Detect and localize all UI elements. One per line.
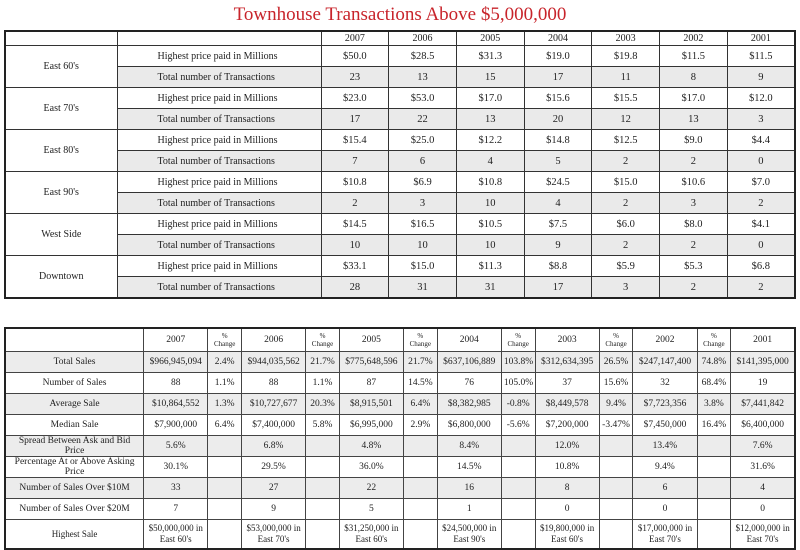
summary-pct-change: 68.4% — [697, 373, 731, 394]
summary-value: 33 — [144, 478, 208, 499]
year-header-row — [5, 31, 795, 46]
price-label: Highest price paid in Millions — [117, 46, 321, 67]
transactions-cell: 10 — [389, 235, 457, 256]
summary-value: 7 — [144, 499, 208, 520]
summary-pct-change — [501, 499, 535, 520]
transactions-cell: 2 — [592, 193, 660, 214]
region-name: East 70's — [5, 88, 117, 130]
summary-pct-change: 15.6% — [599, 373, 633, 394]
summary-pct-change: 2.9% — [404, 415, 438, 436]
region-name: East 60's — [5, 46, 117, 88]
summary-value: 27 — [241, 478, 305, 499]
year-header: 2003 — [592, 31, 660, 46]
price-cell: $15.0 — [389, 256, 457, 277]
transactions-cell: 7 — [321, 151, 389, 172]
pct-change-header: % Change — [501, 328, 535, 352]
summary-value: $7,400,000 — [241, 415, 305, 436]
year-header: 2002 — [660, 31, 728, 46]
summary-pct-change: 1.1% — [208, 373, 242, 394]
summary-value: $31,250,000 in East 60's — [339, 520, 403, 550]
transactions-cell: 28 — [321, 277, 389, 299]
summary-pct-change: 2.4% — [208, 352, 242, 373]
price-cell: $15.6 — [524, 88, 592, 109]
summary-row — [5, 394, 795, 415]
transactions-cell: 31 — [456, 277, 524, 299]
summary-value: 88 — [241, 373, 305, 394]
price-cell: $6.9 — [389, 172, 457, 193]
header-blank — [5, 31, 117, 46]
summary-pct-change: 26.5% — [599, 352, 633, 373]
price-cell: $25.0 — [389, 130, 457, 151]
price-cell: $17.0 — [660, 88, 728, 109]
summary-pct-change — [599, 499, 633, 520]
summary-value: $141,395,000 — [731, 352, 795, 373]
price-cell: $7.5 — [524, 214, 592, 235]
price-cell: $24.5 — [524, 172, 592, 193]
price-cell: $11.5 — [660, 46, 728, 67]
header-blank — [5, 328, 144, 352]
price-cell: $5.9 — [592, 256, 660, 277]
year-header: 2005 — [339, 328, 403, 352]
summary-value: 9.4% — [633, 457, 697, 478]
summary-value: $637,106,889 — [437, 352, 501, 373]
transactions-cell: 17 — [321, 109, 389, 130]
transactions-cell: 2 — [727, 193, 795, 214]
summary-pct-change: 6.4% — [404, 394, 438, 415]
transactions-label: Total number of Transactions — [117, 193, 321, 214]
price-cell: $11.5 — [727, 46, 795, 67]
summary-value: 9 — [241, 499, 305, 520]
summary-value: 1 — [437, 499, 501, 520]
year-header: 2004 — [437, 328, 501, 352]
summary-pct-change: 103.8% — [501, 352, 535, 373]
transactions-cell: 0 — [727, 235, 795, 256]
summary-value: 0 — [535, 499, 599, 520]
summary-row-label: Number of Sales — [5, 373, 144, 394]
region-transactions-row — [5, 67, 795, 88]
summary-value: 30.1% — [144, 457, 208, 478]
summary-value: 88 — [144, 373, 208, 394]
year-header: 2001 — [731, 328, 795, 352]
summary-pct-change — [306, 457, 340, 478]
summary-pct-change — [208, 520, 242, 550]
summary-pct-change: 105.0% — [501, 373, 535, 394]
summary-value: $19,800,000 in East 60's — [535, 520, 599, 550]
transactions-cell: 10 — [456, 235, 524, 256]
region-name: West Side — [5, 214, 117, 256]
summary-value: $12,000,000 in East 70's — [731, 520, 795, 550]
summary-value: 8 — [535, 478, 599, 499]
summary-value: $966,945,094 — [144, 352, 208, 373]
transactions-label: Total number of Transactions — [117, 151, 321, 172]
region-transactions-row — [5, 235, 795, 256]
transactions-cell: 3 — [389, 193, 457, 214]
transactions-cell: 6 — [389, 151, 457, 172]
summary-value: $50,000,000 in East 60's — [144, 520, 208, 550]
pct-change-header: % Change — [208, 328, 242, 352]
price-cell: $10.8 — [456, 172, 524, 193]
region-name: East 80's — [5, 130, 117, 172]
transactions-cell: 20 — [524, 109, 592, 130]
price-cell: $23.0 — [321, 88, 389, 109]
price-label: Highest price paid in Millions — [117, 214, 321, 235]
summary-pct-change — [208, 436, 242, 457]
summary-value: 37 — [535, 373, 599, 394]
summary-pct-change — [501, 478, 535, 499]
pct-change-header: % Change — [599, 328, 633, 352]
transactions-label: Total number of Transactions — [117, 235, 321, 256]
summary-row — [5, 415, 795, 436]
transactions-cell: 23 — [321, 67, 389, 88]
price-cell: $4.4 — [727, 130, 795, 151]
summary-value: $7,441,842 — [731, 394, 795, 415]
summary-pct-change: 21.7% — [404, 352, 438, 373]
summary-pct-change — [404, 478, 438, 499]
townhouse-summary-table — [4, 327, 796, 550]
header-blank — [117, 31, 321, 46]
transactions-cell: 9 — [727, 67, 795, 88]
price-cell: $5.3 — [660, 256, 728, 277]
summary-pct-change: 6.4% — [208, 415, 242, 436]
summary-value: 0 — [731, 499, 795, 520]
summary-value: 10.8% — [535, 457, 599, 478]
summary-value: 5.6% — [144, 436, 208, 457]
price-cell: $11.3 — [456, 256, 524, 277]
summary-value: 12.0% — [535, 436, 599, 457]
summary-value: $7,200,000 — [535, 415, 599, 436]
summary-value: $7,450,000 — [633, 415, 697, 436]
year-header: 2007 — [321, 31, 389, 46]
price-cell: $16.5 — [389, 214, 457, 235]
summary-pct-change: -3.47% — [599, 415, 633, 436]
summary-header-row — [5, 328, 795, 352]
transactions-label: Total number of Transactions — [117, 67, 321, 88]
summary-pct-change — [208, 457, 242, 478]
transactions-cell: 5 — [524, 151, 592, 172]
summary-pct-change: 21.7% — [306, 352, 340, 373]
summary-value: $312,634,395 — [535, 352, 599, 373]
price-cell: $14.8 — [524, 130, 592, 151]
price-cell: $6.0 — [592, 214, 660, 235]
price-label: Highest price paid in Millions — [117, 88, 321, 109]
summary-value: 0 — [633, 499, 697, 520]
summary-pct-change: 20.3% — [306, 394, 340, 415]
summary-value: $53,000,000 in East 70's — [241, 520, 305, 550]
transactions-cell: 2 — [727, 277, 795, 299]
transactions-cell: 10 — [456, 193, 524, 214]
transactions-cell: 13 — [456, 109, 524, 130]
transactions-cell: 3 — [727, 109, 795, 130]
year-header: 2004 — [524, 31, 592, 46]
summary-row — [5, 520, 795, 550]
price-cell: $50.0 — [321, 46, 389, 67]
summary-value: $7,900,000 — [144, 415, 208, 436]
summary-value: 16 — [437, 478, 501, 499]
page-title: Townhouse Transactions Above $5,000,000 — [233, 4, 567, 25]
summary-pct-change: -0.8% — [501, 394, 535, 415]
price-cell: $12.5 — [592, 130, 660, 151]
summary-value: $8,382,985 — [437, 394, 501, 415]
region-transactions-row — [5, 193, 795, 214]
transactions-cell: 2 — [660, 277, 728, 299]
region-name: East 90's — [5, 172, 117, 214]
year-header: 2007 — [144, 328, 208, 352]
transactions-cell: 8 — [660, 67, 728, 88]
summary-value: $944,035,562 — [241, 352, 305, 373]
summary-pct-change — [306, 499, 340, 520]
price-cell: $15.5 — [592, 88, 660, 109]
summary-value: 14.5% — [437, 457, 501, 478]
summary-pct-change — [501, 520, 535, 550]
summary-pct-change — [599, 478, 633, 499]
summary-value: $24,500,000 in East 90's — [437, 520, 501, 550]
transactions-cell: 2 — [592, 151, 660, 172]
summary-row — [5, 373, 795, 394]
price-cell: $4.1 — [727, 214, 795, 235]
transactions-cell: 15 — [456, 67, 524, 88]
summary-pct-change — [697, 457, 731, 478]
transactions-label: Total number of Transactions — [117, 109, 321, 130]
transactions-cell: 17 — [524, 277, 592, 299]
year-header: 2001 — [727, 31, 795, 46]
summary-pct-change: 3.8% — [697, 394, 731, 415]
summary-value: 4.8% — [339, 436, 403, 457]
price-cell: $10.6 — [660, 172, 728, 193]
transactions-cell: 2 — [321, 193, 389, 214]
summary-row-label: Highest Sale — [5, 520, 144, 550]
price-cell: $28.5 — [389, 46, 457, 67]
price-cell: $9.0 — [660, 130, 728, 151]
summary-value: 6 — [633, 478, 697, 499]
price-cell: $8.8 — [524, 256, 592, 277]
price-label: Highest price paid in Millions — [117, 172, 321, 193]
price-cell: $12.2 — [456, 130, 524, 151]
summary-row-label: Average Sale — [5, 394, 144, 415]
summary-pct-change — [697, 478, 731, 499]
summary-row-label: Spread Between Ask and Bid Price — [5, 436, 144, 457]
summary-value: 76 — [437, 373, 501, 394]
summary-pct-change: 16.4% — [697, 415, 731, 436]
townhouse-region-table — [4, 30, 796, 299]
summary-value: $247,147,400 — [633, 352, 697, 373]
summary-value: $17,000,000 in East 70's — [633, 520, 697, 550]
price-cell: $6.8 — [727, 256, 795, 277]
region-name: Downtown — [5, 256, 117, 299]
transactions-cell: 3 — [660, 193, 728, 214]
transactions-cell: 10 — [321, 235, 389, 256]
transactions-cell: 17 — [524, 67, 592, 88]
year-header: 2005 — [456, 31, 524, 46]
summary-value: 87 — [339, 373, 403, 394]
pct-change-header: % Change — [697, 328, 731, 352]
summary-value: $6,400,000 — [731, 415, 795, 436]
transactions-cell: 9 — [524, 235, 592, 256]
price-cell: $15.0 — [592, 172, 660, 193]
summary-value: 22 — [339, 478, 403, 499]
year-header: 2006 — [241, 328, 305, 352]
summary-value: 7.6% — [731, 436, 795, 457]
transactions-cell: 4 — [456, 151, 524, 172]
price-cell: $33.1 — [321, 256, 389, 277]
summary-pct-change: 14.5% — [404, 373, 438, 394]
region-transactions-row — [5, 109, 795, 130]
year-header: 2006 — [389, 31, 457, 46]
transactions-label: Total number of Transactions — [117, 277, 321, 299]
summary-pct-change: 1.1% — [306, 373, 340, 394]
price-cell: $31.3 — [456, 46, 524, 67]
summary-value: $10,864,552 — [144, 394, 208, 415]
summary-row — [5, 457, 795, 478]
transactions-cell: 2 — [592, 235, 660, 256]
transactions-cell: 13 — [389, 67, 457, 88]
summary-pct-change — [404, 457, 438, 478]
summary-pct-change — [404, 520, 438, 550]
transactions-cell: 3 — [592, 277, 660, 299]
summary-row — [5, 499, 795, 520]
pct-change-header: % Change — [306, 328, 340, 352]
transactions-cell: 2 — [660, 235, 728, 256]
summary-value: $6,800,000 — [437, 415, 501, 436]
transactions-cell: 4 — [524, 193, 592, 214]
summary-pct-change: 74.8% — [697, 352, 731, 373]
summary-value: 19 — [731, 373, 795, 394]
region-transactions-row — [5, 151, 795, 172]
region-price-row — [5, 172, 795, 193]
region-price-row — [5, 214, 795, 235]
transactions-cell: 31 — [389, 277, 457, 299]
summary-value: 13.4% — [633, 436, 697, 457]
transactions-cell: 13 — [660, 109, 728, 130]
summary-pct-change — [501, 457, 535, 478]
price-cell: $53.0 — [389, 88, 457, 109]
transactions-cell: 22 — [389, 109, 457, 130]
summary-pct-change: 1.3% — [208, 394, 242, 415]
pct-change-header: % Change — [404, 328, 438, 352]
price-cell: $19.8 — [592, 46, 660, 67]
price-cell: $15.4 — [321, 130, 389, 151]
summary-value: $10,727,677 — [241, 394, 305, 415]
price-cell: $12.0 — [727, 88, 795, 109]
summary-pct-change — [404, 436, 438, 457]
summary-pct-change — [501, 436, 535, 457]
summary-value: 5 — [339, 499, 403, 520]
summary-value: $8,449,578 — [535, 394, 599, 415]
summary-row — [5, 352, 795, 373]
price-label: Highest price paid in Millions — [117, 130, 321, 151]
summary-pct-change — [697, 499, 731, 520]
price-label: Highest price paid in Millions — [117, 256, 321, 277]
region-transactions-row — [5, 277, 795, 299]
region-price-row — [5, 88, 795, 109]
summary-row-label: Percentage At or Above Asking Price — [5, 457, 144, 478]
summary-value: $6,995,000 — [339, 415, 403, 436]
price-cell: $14.5 — [321, 214, 389, 235]
transactions-cell: 2 — [660, 151, 728, 172]
summary-pct-change — [697, 520, 731, 550]
summary-row-label: Number of Sales Over $20M — [5, 499, 144, 520]
summary-pct-change — [306, 520, 340, 550]
summary-value: 4 — [731, 478, 795, 499]
price-cell: $8.0 — [660, 214, 728, 235]
summary-pct-change — [599, 457, 633, 478]
summary-row-label: Median Sale — [5, 415, 144, 436]
summary-value: 31.6% — [731, 457, 795, 478]
summary-value: 6.8% — [241, 436, 305, 457]
summary-pct-change: 9.4% — [599, 394, 633, 415]
year-header: 2002 — [633, 328, 697, 352]
price-cell: $10.8 — [321, 172, 389, 193]
summary-pct-change — [306, 478, 340, 499]
summary-row — [5, 436, 795, 457]
price-cell: $19.0 — [524, 46, 592, 67]
summary-value: $7,723,356 — [633, 394, 697, 415]
price-cell: $10.5 — [456, 214, 524, 235]
summary-pct-change: 5.8% — [306, 415, 340, 436]
region-price-row — [5, 46, 795, 67]
summary-row-label: Total Sales — [5, 352, 144, 373]
summary-value: 8.4% — [437, 436, 501, 457]
summary-pct-change — [306, 436, 340, 457]
summary-pct-change — [208, 499, 242, 520]
summary-value: 32 — [633, 373, 697, 394]
summary-value: $8,915,501 — [339, 394, 403, 415]
summary-row — [5, 478, 795, 499]
summary-pct-change — [404, 499, 438, 520]
transactions-cell: 11 — [592, 67, 660, 88]
summary-value: 29.5% — [241, 457, 305, 478]
summary-pct-change — [697, 436, 731, 457]
year-header: 2003 — [535, 328, 599, 352]
transactions-cell: 0 — [727, 151, 795, 172]
summary-row-label: Number of Sales Over $10M — [5, 478, 144, 499]
transactions-cell: 12 — [592, 109, 660, 130]
summary-value: 36.0% — [339, 457, 403, 478]
summary-pct-change — [599, 436, 633, 457]
region-price-row — [5, 256, 795, 277]
summary-pct-change — [599, 520, 633, 550]
summary-pct-change — [208, 478, 242, 499]
summary-value: $775,648,596 — [339, 352, 403, 373]
price-cell: $7.0 — [727, 172, 795, 193]
summary-pct-change: -5.6% — [501, 415, 535, 436]
region-price-row — [5, 130, 795, 151]
price-cell: $17.0 — [456, 88, 524, 109]
